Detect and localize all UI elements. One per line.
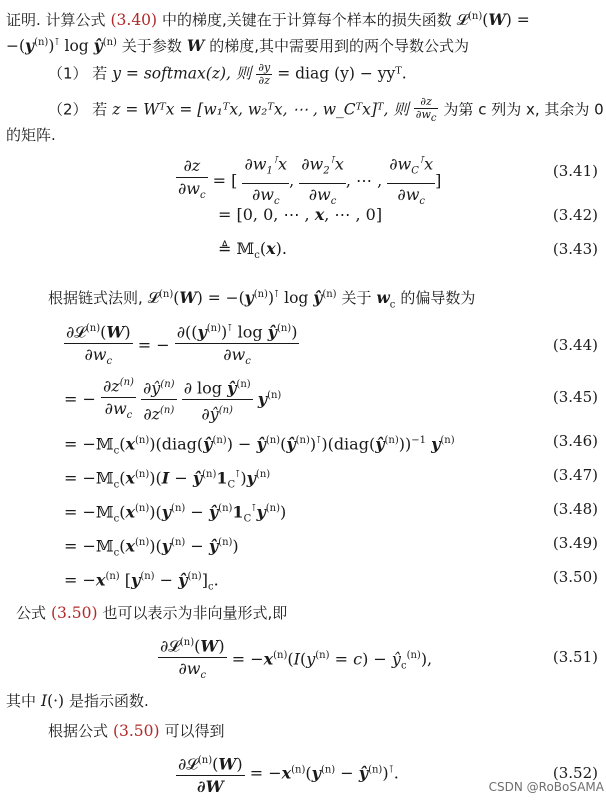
loss-expression: $-(y^{(n)})^⊺$ $\log ŷ^{(n)}$ <box>6 36 117 56</box>
equation-3-49: = $-𝕄_c(x^{(n)})(y^{(n)}$ − $ŷ^{(n)}$) <box>64 536 239 559</box>
item-2-formula: z = Wᵀx = [w₁ᵀx, w₂ᵀx, ⋯ , w_Cᵀx]ᵀ, 则 <box>112 100 409 119</box>
equation-3-50: = $-x^{(n)}$ [$y^{(n)}$ − $ŷ^{(n)}]_c$. <box>64 570 219 593</box>
indicator-text-2: 是指示函数. <box>69 692 149 710</box>
dy-dz-fraction: $\frac{\partial y}{\partial z}$ <box>258 61 271 87</box>
item-2-result-2: 的矩阵. <box>6 126 56 144</box>
eq-number-3-50: (3.50) <box>552 568 598 586</box>
indicator-line: 其中 I(·) 是指示函数. <box>6 692 149 710</box>
param-W: W <box>186 36 205 56</box>
equation-3-48: = $-𝕄_c(x^{(n)})(y^{(n)}$ − $ŷ^{(n)}1_C^⊺y^{(n)}$) <box>64 502 287 525</box>
final-line <box>48 720 225 742</box>
vector-form-text-1: 公式 <box>16 604 47 622</box>
item-2-label: （2） 若 <box>48 100 108 119</box>
equation-3-41: $\frac{\partial z}{\partial w_c}$ = [ $\frac{\partial w_1^⊺x}{\partial w_c}$ , $\frac{\partial w_2^⊺x}{\partial w_c}$ , ⋯ , $\frac{\partial w_C^⊺x}{\partial w_c}$ ] <box>176 150 441 213</box>
proof-intro-text-2: 中的梯度,关键在于计算每个样本的损失函数 <box>162 11 452 30</box>
eq-number-3-47: (3.47) <box>552 466 598 484</box>
proof-text-gradient: 的梯度,其中需要用到的两个导数公式为 <box>209 37 469 56</box>
loss-symbol: 𝓛$^{(n)}$(W) = <box>456 10 530 30</box>
item-1-label: （1） 若 <box>48 64 108 83</box>
item-2-cont <box>6 124 56 146</box>
eq-ref-3-50-b[interactable]: (3.50) <box>112 722 160 740</box>
chain-rule-line: 根据链式法则, 𝓛$^{(n)}$(W) = $-(y^{(n)})^⊺$ $\log ŷ^{(n)}$ 关于 $w_c$ 的偏导数为 <box>48 288 476 311</box>
chain-rule-text-1: 根据链式法则, <box>48 289 143 308</box>
eq-number-3-44: (3.44) <box>552 336 598 354</box>
eq-number-3-52: (3.52) <box>552 764 598 782</box>
eq-number-3-43: (3.43) <box>552 240 598 258</box>
proof-intro-line <box>6 6 530 31</box>
eq-number-3-49: (3.49) <box>552 534 598 552</box>
eq-number-3-42: (3.42) <box>552 206 598 224</box>
item-2 <box>48 96 604 125</box>
equation-3-45: = − $\frac{\partial z^{(n)}}{\partial w_c}$ $\frac{\partial ŷ^{(n)}}{\partial z^{(n)}}$ $\frac{\partial \log ŷ^{(n)}}{\partial ŷ^{(n)}}$ $y^{(n)}$ <box>64 372 281 428</box>
eq-ref-3-50-a[interactable]: (3.50) <box>50 604 98 622</box>
chain-rule-text-2: 关于 <box>341 289 372 308</box>
equation-3-43: ≜ 𝕄$_c$(x). <box>218 239 287 262</box>
csdn-watermark: CSDN @RoBoSAMA <box>488 780 604 794</box>
eq-number-3-51: (3.51) <box>552 648 598 666</box>
proof-intro-text: 证明. 计算公式 <box>6 11 106 30</box>
proof-line-2 <box>6 32 469 57</box>
vector-form-text-2: 也可以表示为非向量形式,即 <box>102 604 288 622</box>
equation-3-51: $\frac{\partial 𝓛^{(n)}(W)}{\partial w_c}$ = $-x^{(n)}(I(y^{(n)} = c)$ − $ŷ_c^{(n)}$), <box>158 632 432 688</box>
equation-3-44: $\frac{\partial 𝓛^{(n)}(W)}{\partial w_c}$ = − $\frac{\partial((y^{(n)})^⊺ \log ŷ^{(n)})}{\partial w_c}$ <box>64 318 299 374</box>
eq-number-3-46: (3.46) <box>552 432 598 450</box>
item-1-result: = diag (y) − yyᵀ. <box>277 64 407 83</box>
item-1-formula: y = softmax(z), 则 <box>112 64 252 83</box>
dz-dwc-fraction: $\frac{\partial z}{\partial w_c}$ <box>415 95 437 125</box>
item-2-result: 为第 c 列为 x, 其余为 0 <box>443 100 604 119</box>
equation-3-46: = $-𝕄_c(x^{(n)})(diag(ŷ^{(n)})$ − $ŷ^{(n)}(ŷ^{(n)})^⊺)(diag(ŷ^{(n)}))^{-1}$ $y^{(n)}$ <box>64 434 455 457</box>
eq-number-3-45: (3.45) <box>552 388 598 406</box>
equation-3-47: = $-𝕄_c(x^{(n)})(I$ − $ŷ^{(n)}1_C^⊺)y^{(n)}$ <box>64 468 271 491</box>
final-text-2: 可以得到 <box>164 722 225 740</box>
equation-3-52: $\frac{\partial 𝓛^{(n)}(W)}{\partial W}$ = $-x^{(n)}(y^{(n)}$ − $ŷ^{(n)})^⊺$. <box>176 750 399 798</box>
eq-ref-3-40[interactable]: (3.40) <box>110 11 158 30</box>
item-1 <box>48 62 407 87</box>
eq-number-3-48: (3.48) <box>552 500 598 518</box>
vector-form-line <box>16 602 287 624</box>
chain-rule-text-3: 的偏导数为 <box>400 289 476 308</box>
eq-number-3-41: (3.41) <box>552 162 598 180</box>
indicator-text-1: 其中 <box>6 692 37 710</box>
proof-text-about: 关于参数 <box>121 37 182 56</box>
final-text-1: 根据公式 <box>48 722 109 740</box>
equation-3-42: = [0, 0, ⋯ , x, ⋯ , 0] <box>218 205 383 224</box>
